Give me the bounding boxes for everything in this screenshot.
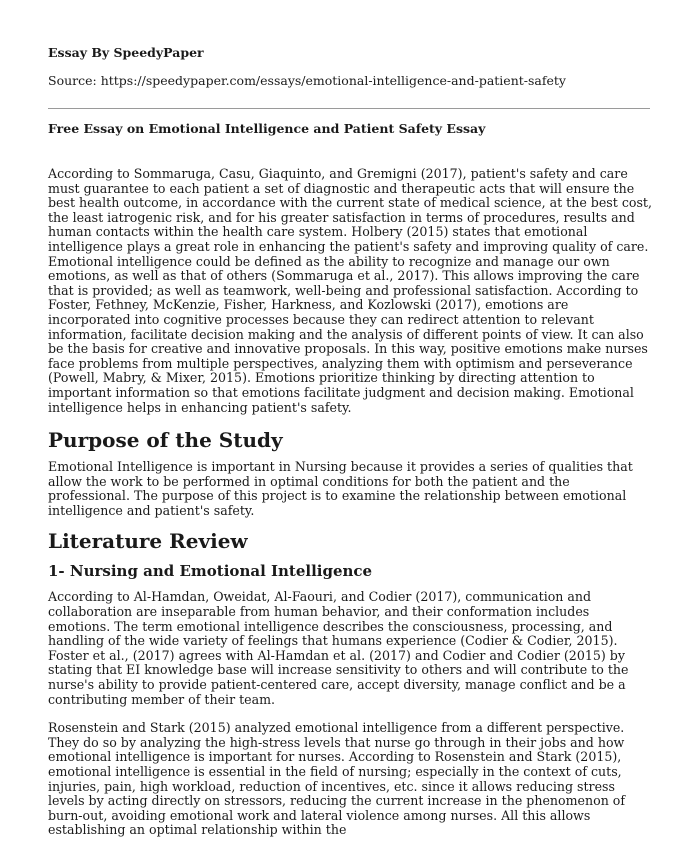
source-url: Source: https://speedypaper.com/essays/emotional-intelligence-and-patient-safety	[48, 73, 566, 88]
nursing-ei-subheading: 1- Nursing and Emotional Intelligence	[48, 562, 373, 581]
purpose-heading: Purpose of the Study	[48, 428, 283, 453]
essay-title: Free Essay on Emotional Intelligence and Patient Safety Essay	[48, 121, 486, 136]
literature-review-heading: Literature Review	[48, 529, 248, 554]
intro-paragraph: According to Sommaruga, Casu, Giaquinto, and Gremigni (2017), patient's safety and care must guarantee to each patient a set of diagnostic and therapeutic acts that will ensure the best health outcome, in accordance with the current state of medical science, at the best cost, the least iatrogenic risk, and for his greater satisfaction in terms of procedures, results and human contacts within the health care system. Holbery (2015) states that emotional intelligence plays a great role in enhancing the patient's safety and improving quality of care. Emotional intelligence could be defined as the ability to recognize and manage our own emotions, as well as that of others (Sommaruga et al., 2017). This allows improving the care that is provided; as well as teamwork, well-being and professional satisfaction. According to Foster, Fethney, McKenzie, Fisher, Harkness, and Kozlowski (2017), emotions are incorporated into cognitive processes because they can redirect attention to relevant information, facilitate decision making and the analysis of different points of view. It can also be the basis for creative and innovative proposals. In this way, positive emotions make nurses face problems from multiple perspectives, analyzing them with optimism and perseverance (Powell, Mabry, & Mixer, 2015). Emotions prioritize thinking by directing attention to important information so that emotions facilitate judgment and decision making. Emotional intelligence helps in enhancing patient's safety.	[48, 166, 652, 415]
publisher-title: Essay By SpeedyPaper	[48, 45, 204, 60]
essay-body	[48, 167, 652, 838]
literature-paragraph-2: Rosenstein and Stark (2015) analyzed emotional intelligence from a different perspective. They do so by analyzing the high-stress levels that nurse go through in their jobs and how emotional intelligence is important for nurses. According to Rosenstein and Stark (2015), emotional intelligence is essential in the field of nursing; especially in the context of cuts, injuries, pain, high workload, reduction of incentives, etc. since it allows reducing stress levels by acting directly on stressors, reducing the current increase in the phenomenon of burn-out, avoiding emotional work and lateral violence among nurses. All this allows establishing an optimal relationship within the	[48, 720, 626, 838]
purpose-paragraph: Emotional Intelligence is important in Nursing because it provides a series of qualities that allow the work to be performed in optimal conditions for both the patient and the professional. The purpose of this project is to examine the relationship between emotional intelligence and patient's safety.	[48, 459, 633, 518]
header-divider	[48, 108, 650, 109]
literature-paragraph-1: According to Al-Hamdan, Oweidat, Al-Faouri, and Codier (2017), communication and collaboration are inseparable from human behavior, and their conformation includes emotions. The term emotional intelligence describes the consciousness, processing, and handling of the wide variety of feelings that humans experience (Codier & Codier, 2015). Foster et al., (2017) agrees with Al-Hamdan et al. (2017) and Codier and Codier (2015) by stating that EI knowledge base will increase sensitivity to others and will contribute to the nurse's ability to provide patient-centered care, accept diversity, manage conflict and be a contributing member of their team.	[48, 589, 629, 707]
